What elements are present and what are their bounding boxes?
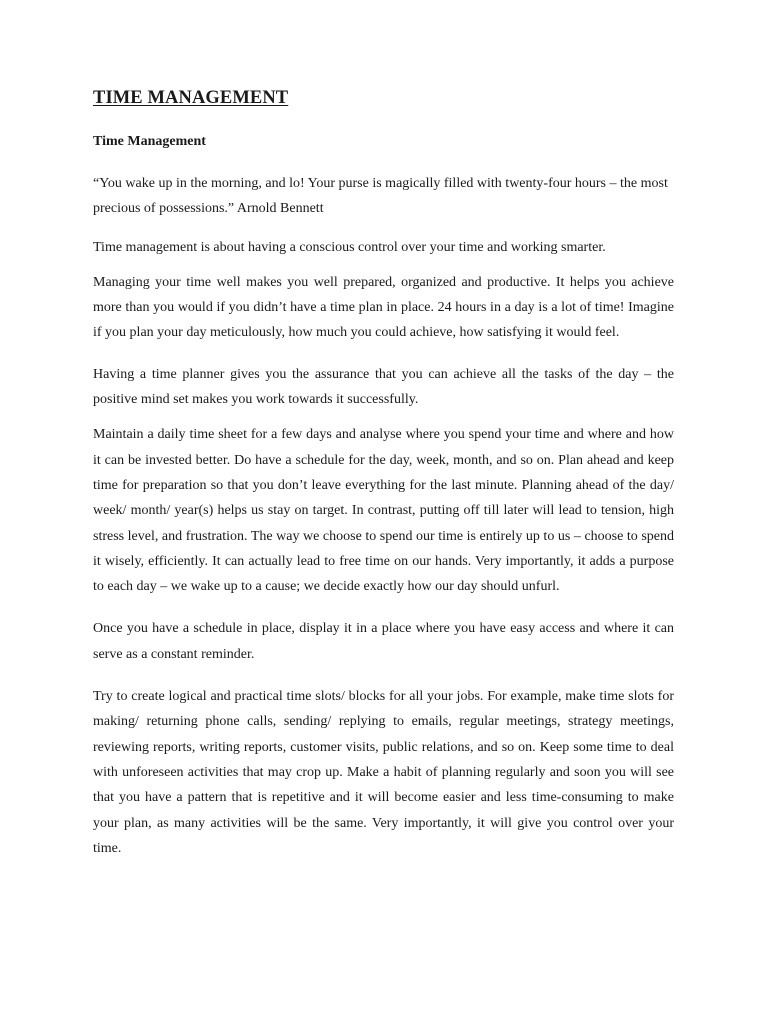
paragraph-schedule-display: Once you have a schedule in place, display it in a place where you have easy access and where it can serve as a constant reminder. xyxy=(93,621,674,662)
paragraph-benefits: Managing your time well makes you well prepared, organized and productive. It helps you achieve more than you would if you didn’t have a time plan in place. 24 hours in a day is a lot of time! Imagine if you plan your day meticulously, how much you could achieve, how satisfying it would feel. xyxy=(93,274,674,341)
paragraph-quote: “You wake up in the morning, and lo! Your purse is magically filled with twenty-four hours – the most precious of possessions.” Arnold Bennett xyxy=(93,176,668,217)
paragraph-planner: Having a time planner gives you the assurance that you can achieve all the tasks of the day – the positive mind set makes you work towards it successfully. xyxy=(93,366,674,408)
document-page xyxy=(93,86,674,861)
paragraph-definition: Time management is about having a conscious control over your time and working smarter. xyxy=(93,239,606,255)
paragraph-time-slots: Try to create logical and practical time slots/ blocks for all your jobs. For example, make time slots for making/ returning phone calls, sending/ replying to emails, regular meetings, strategy meetings, reviewing reports, writing reports, customer visits, public relations, and so on. Keep some time to deal with unforeseen activities that may crop up. Make a habit of planning regularly and soon you will see that you have a pattern that is repetitive and it will become easier and less time-consuming to make your plan, as many activities will be the same. Very importantly, it will give you control over your time. xyxy=(93,689,674,856)
section-subtitle: Time Management xyxy=(93,134,206,149)
paragraph-timesheet: Maintain a daily time sheet for a few days and analyse where you spend your time and where and how it can be invested better. Do have a schedule for the day, week, month, and so on. Plan ahead and keep time for preparation so that you don’t leave everything for the last minute. Planning ahead of the day/ week/ month/ year(s) helps us stay on target. In contrast, putting off till later will lead to tension, high stress level, and frustration. The way we choose to spend our time is entirely up to us – choose to spend it wisely, efficiently. It can actually lead to free time on our hands. Very importantly, it adds a purpose to each day – we wake up to a cause; we decide exactly how our day should unfurl. xyxy=(93,427,674,595)
document-title: TIME MANAGEMENT xyxy=(93,88,289,108)
